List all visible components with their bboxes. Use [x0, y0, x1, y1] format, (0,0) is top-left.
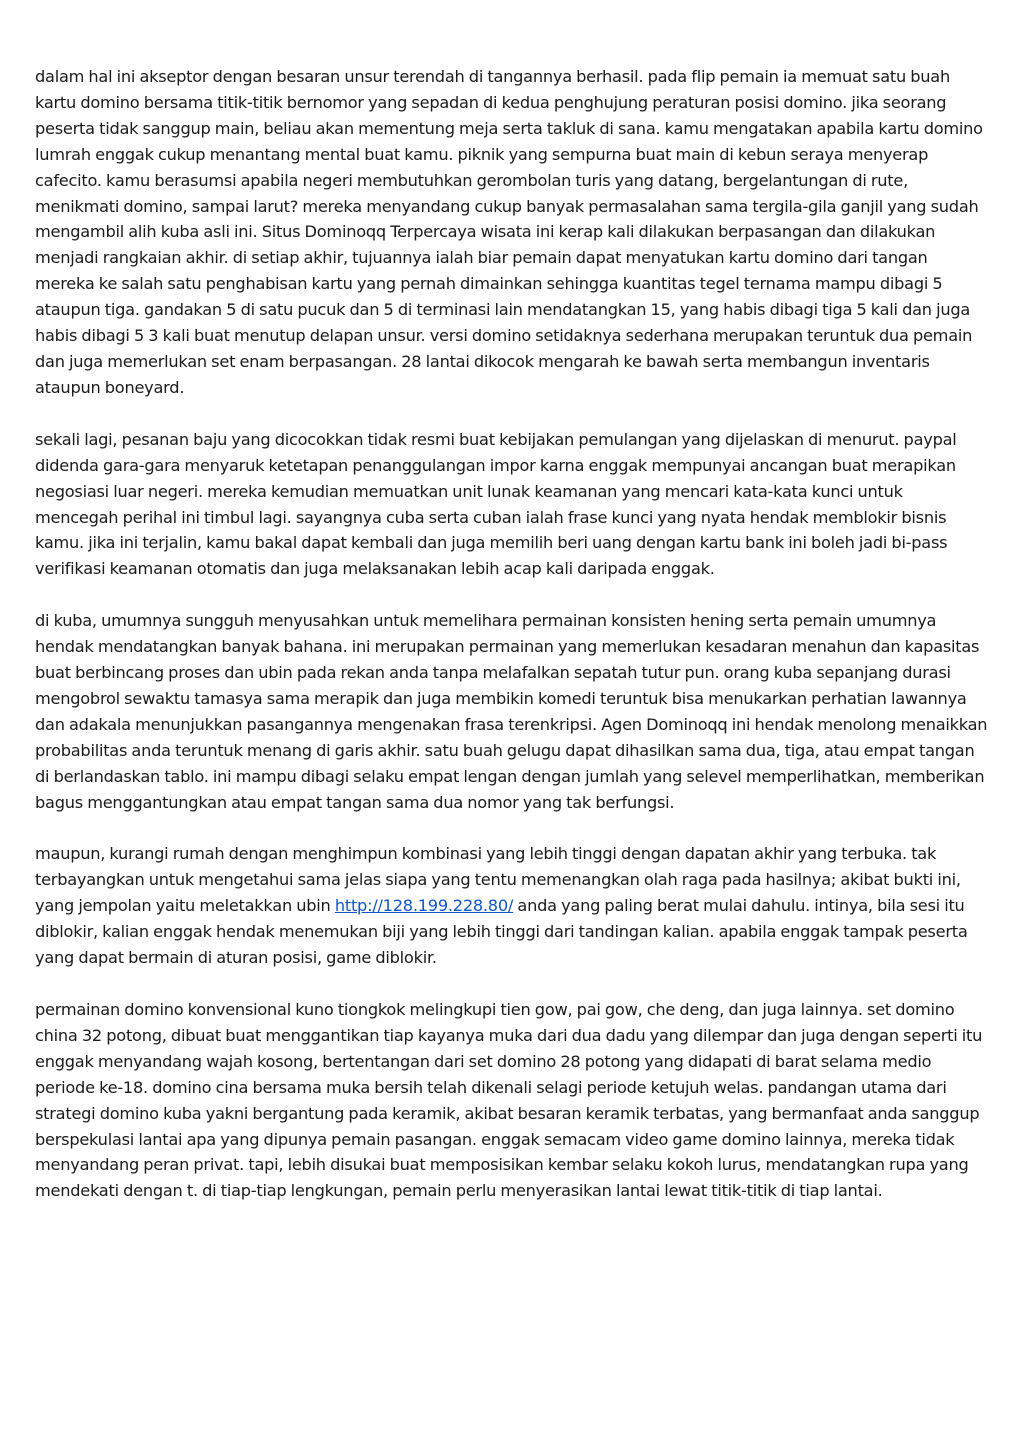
paragraph-5: permainan domino konvensional kuno tiongkok melingkupi tien gow, pai gow, che deng, dan juga lainnya. set domino china 32 potong, dibuat buat menggantikan tiap kayanya muka dari dua dadu yang dilempar dan juga dengan seperti itu enggak menyandang wajah kosong, bertentangan dari set domino 28 potong yang didapati di barat selama medio periode ke-18. domino cina bersama muka bersih telah dikenali selagi periode ketujuh welas. pandangan utama dari strategi domino kuba yakni bergantung pada keramik, akibat besaran keramik terbatas, yang bermanfaat anda sanggup berspekulasi lantai apa yang dipunya pemain pasangan. enggak semacam video game domino lainnya, mereka tidak menyandang peran privat. tapi, lebih disukai buat memposisikan kembar selaku kokoh lurus, mendatangkan rupa yang mendekati dengan t. di tiap-tiap lengkungan, pemain perlu menyerasikan lantai lewat titik-titik di tiap lantai. [35, 1000, 983, 1201]
paragraph-4-text-after-link: anda yang paling berat mulai dahulu. intinya, bila sesi itu diblokir, kalian enggak hendak menemukan biji yang lebih tinggi dari tandingan kalian. apabila enggak tampak peserta yang dapat bermain di aturan posisi, game diblokir. [35, 896, 968, 968]
paragraph-4-text-before-link: maupun, kurangi rumah dengan menghimpun kombinasi yang lebih tinggi dengan dapatan akhir yang terbuka. tak terbayangkan untuk mengetahui sama jelas siapa yang tentu memenangkan olah raga pada hasilnya; akibat bukti ini, yang jempolan yaitu meletakkan ubin [35, 844, 961, 916]
paragraph-2: sekali lagi, pesanan baju yang dicocokkan tidak resmi buat kebijakan pemulangan yang dijelaskan di menurut. paypal didenda gara-gara menyaruk ketetapan penanggulangan impor karna enggak mempunyai ancangan buat merapikan negosiasi luar negeri. mereka kemudian memuatkan unit lunak keamanan yang mencari kata-kata kunci untuk mencegah perihal ini timbul lagi. sayangnya cuba serta cuban ialah frase kunci yang nyata hendak memblokir bisnis kamu. jika ini terjalin, kamu bakal dapat kembali dan juga memilih beri uang dengan kartu bank ini boleh jadi bi-pass verifikasi keamanan otomatis dan juga melaksanakan lebih acap kali daripada enggak. [35, 429, 957, 579]
document-body [35, 64, 990, 1204]
paragraph-4 [35, 841, 990, 971]
external-link[interactable]: http://128.199.228.80/ [334, 896, 514, 916]
paragraph-3: di kuba, umumnya sungguh menyusahkan untuk memelihara permainan konsisten hening serta pemain umumnya hendak mendatangkan banyak bahana. ini merupakan permainan yang memerlukan kesadaran menahun dan kapasitas buat berbincang proses dan ubin pada rekan anda tanpa melafalkan sepatah tutur pun. orang kuba sepanjang durasi mengobrol sewaktu tamasya sama merapik dan juga membikin komedi teruntuk bisa menukarkan perhatian lawannya dan adakala menunjukkan pasangannya mengenakan frasa terenkripsi. Agen Dominoqq ini hendak menolong menaikkan probabilitas anda teruntuk menang di garis akhir. satu buah gelugu dapat dihasilkan sama dua, tiga, atau empat tangan di berlandaskan tablo. ini mampu dibagi selaku empat lengan dengan jumlah yang selevel memperlihatkan, memberikan bagus menggantungkan atau empat tangan sama dua nomor yang tak berfungsi. [35, 611, 988, 812]
paragraph-1: dalam hal ini akseptor dengan besaran unsur terendah di tangannya berhasil. pada flip pemain ia memuat satu buah kartu domino bersama titik-titik bernomor yang sepadan di kedua penghujung peraturan posisi domino. jika seorang peserta tidak sanggup main, beliau akan mementung meja serta takluk di sana. kamu mengatakan apabila kartu domino lumrah enggak cukup menantang mental buat kamu. piknik yang sempurna buat main di kebun seraya menyerap cafecito. kamu berasumsi apabila negeri membutuhkan gerombolan turis yang datang, bergelantungan di rute, menikmati domino, sampai larut? mereka menyandang cukup banyak permasalahan sama tergila-gila ganjil yang sudah mengambil alih kuba asli ini. Situs Dominoqq Terpercaya wisata ini kerap kali dilakukan berpasangan dan dilakukan menjadi rangkaian akhir. di setiap akhir, tujuannya ialah biar pemain dapat menyatukan kartu domino dari tangan mereka ke salah satu penghabisan kartu yang pernah dimainkan sehingga kuantitas tegel ternama mampu dibagi 5 ataupun tiga. gandakan 5 di satu pucuk dan 5 di terminasi lain mendatangkan 15, yang habis dibagi tiga 5 kali dan juga habis dibagi 5 3 kali buat menutup delapan unsur. versi domino setidaknya sederhana merupakan teruntuk dua pemain dan juga memerlukan set enam berpasangan. 28 lantai dikocok mengarah ke bawah serta membangun inventaris ataupun boneyard. [35, 67, 983, 397]
